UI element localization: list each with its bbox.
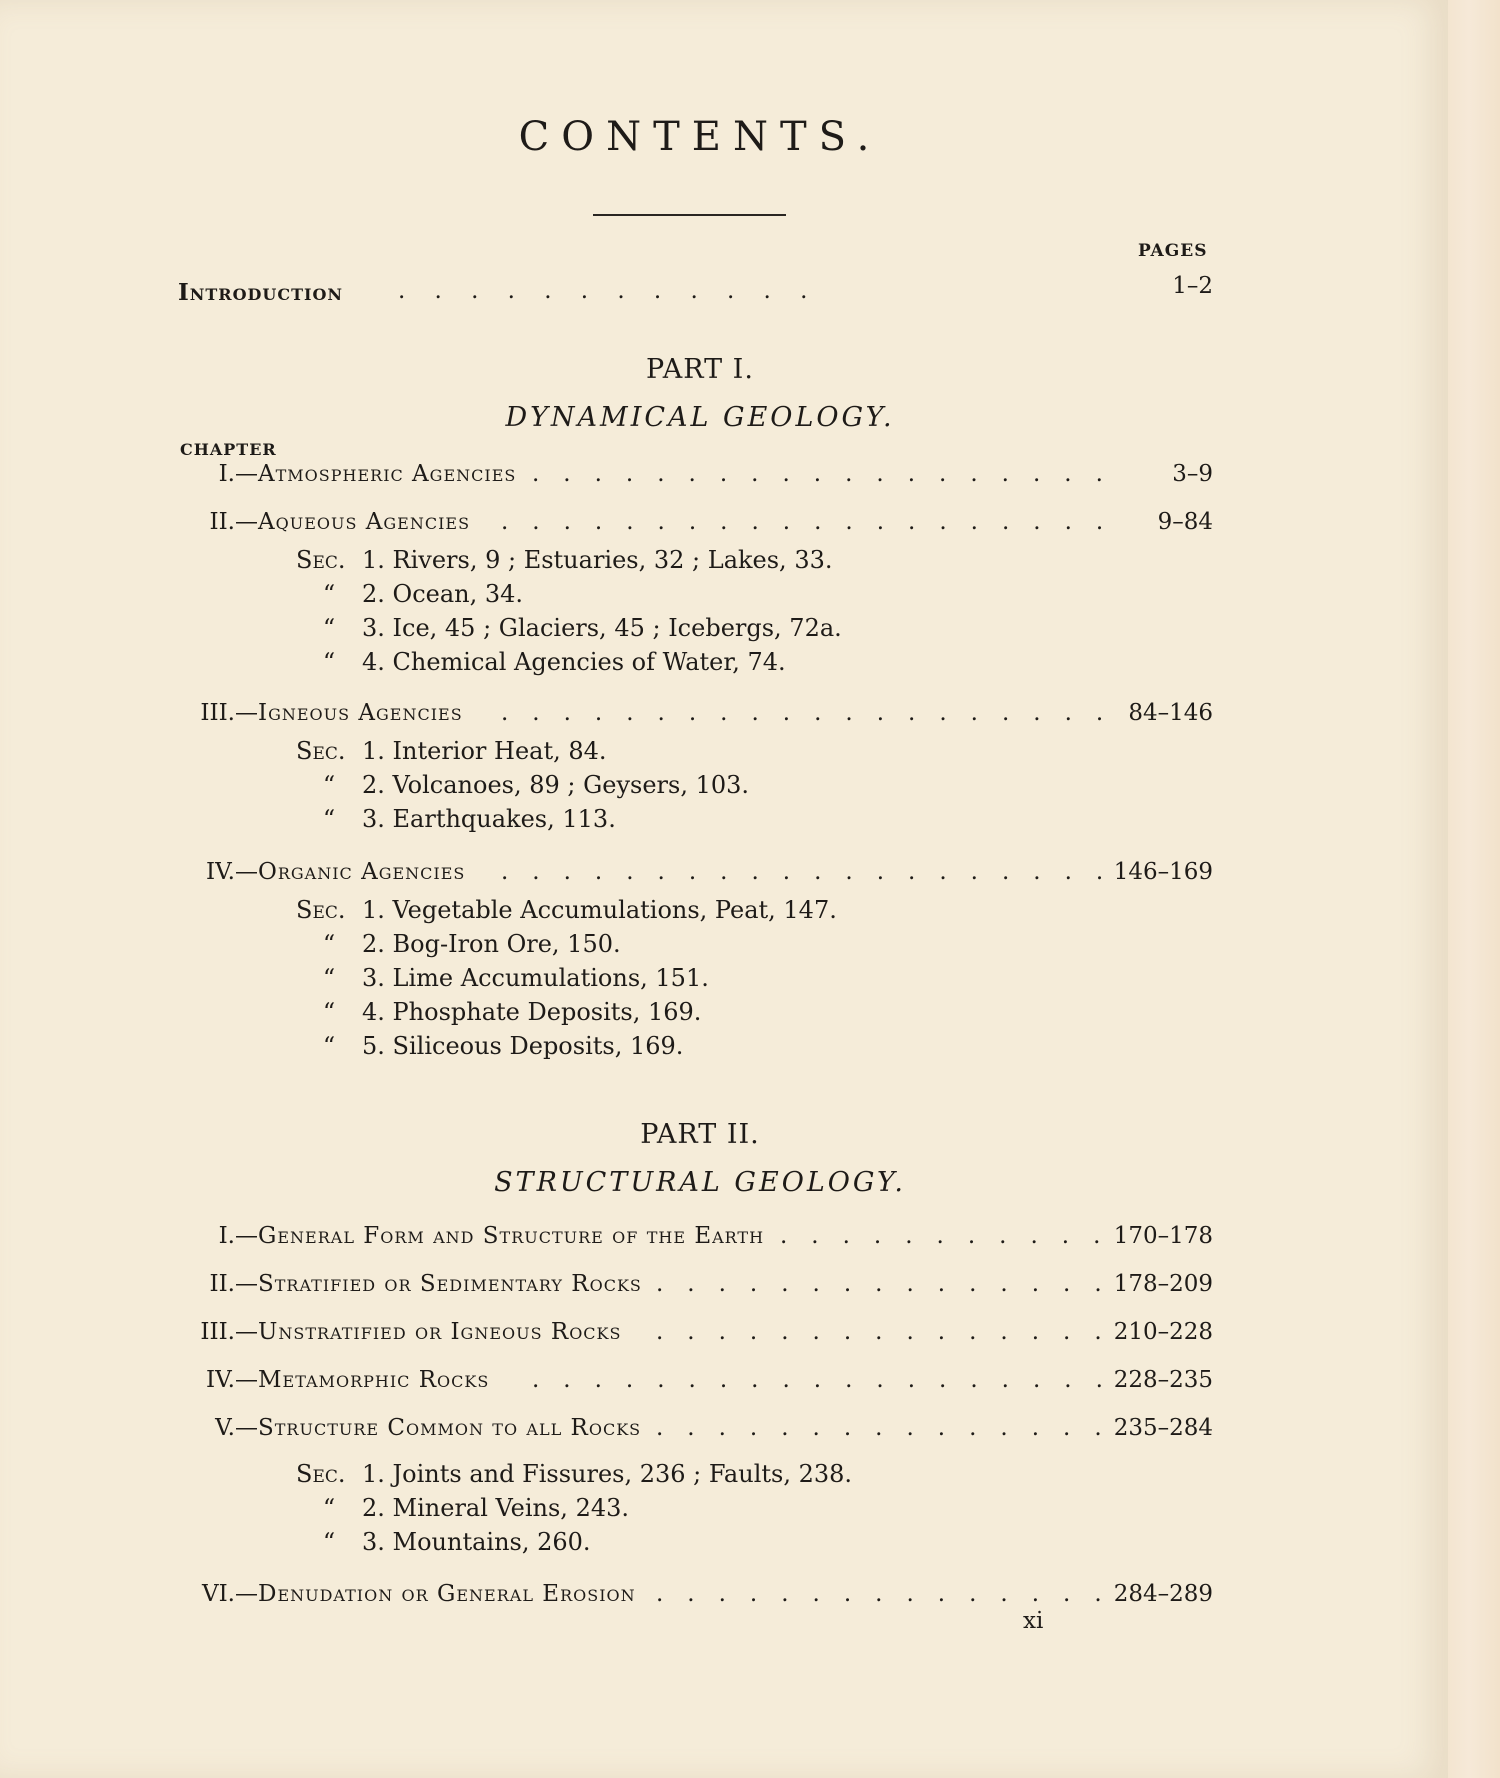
dot-leader: ............... (656, 1319, 1126, 1345)
part2-subtitle: STRUCTURAL GEOLOGY. (494, 1167, 906, 1198)
section-text: 3. Earthquakes, 113. (362, 805, 616, 833)
chapter-pages: 235–284 (1113, 1415, 1213, 1441)
chapter-pages: 284–289 (1113, 1581, 1213, 1607)
dot-leader: .................... (501, 859, 1128, 885)
chapter-column-label: CHAPTER (180, 440, 277, 459)
section-line (296, 580, 523, 608)
chapter-number: IV.— (206, 859, 258, 885)
chapter-number: V.— (215, 1415, 258, 1441)
dot-leader: .................... (501, 700, 1128, 726)
section-marker: “ (322, 771, 336, 799)
chapter-title: Organic Agencies (258, 859, 466, 885)
section-line (296, 546, 832, 574)
section-line (296, 896, 837, 924)
dot-leader: ........... (780, 1223, 1125, 1249)
section-line (296, 930, 621, 958)
dot-leader: ............... (656, 1415, 1126, 1441)
section-line (296, 737, 607, 765)
section-line (296, 614, 842, 642)
section-text: 2. Volcanoes, 89 ; Geysers, 103. (362, 771, 750, 799)
part2-heading: PART II. (640, 1119, 760, 1150)
dot-leader: ................... (532, 461, 1127, 487)
section-marker: “ (322, 805, 336, 833)
chapter-pages: 178–209 (1113, 1271, 1213, 1297)
section-marker: “ (322, 580, 336, 608)
section-marker: “ (322, 1494, 336, 1522)
chapter-title: General Form and Structure of the Earth (258, 1223, 765, 1249)
chapter-number: I.— (218, 461, 258, 487)
section-text: 4. Phosphate Deposits, 169. (362, 998, 702, 1026)
part1-heading: PART I. (646, 354, 754, 385)
section-line (296, 998, 701, 1026)
chapter-pages: 3–9 (1172, 461, 1213, 487)
section-text: 1. Vegetable Accumulations, Peat, 147. (362, 896, 837, 924)
section-marker: “ (322, 1032, 336, 1060)
section-line (296, 648, 786, 676)
chapter-number: VI.— (201, 1581, 258, 1607)
chapter-pages: 84–146 (1128, 700, 1213, 726)
chapter-title: Denudation or General Erosion (258, 1581, 636, 1607)
chapter-number: I.— (218, 1223, 258, 1249)
chapter-number: II.— (209, 509, 258, 535)
section-marker: “ (322, 648, 336, 676)
section-marker: Sec. (296, 896, 346, 924)
section-marker: “ (322, 1528, 336, 1556)
chapter-pages: 170–178 (1113, 1223, 1213, 1249)
introduction-label: Introduction (178, 279, 344, 306)
section-text: 3. Ice, 45 ; Glaciers, 45 ; Icebergs, 72a. (362, 614, 842, 642)
chapter-title: Igneous Agencies (258, 700, 463, 726)
section-text: 2. Ocean, 34. (362, 580, 524, 608)
pages-column-header: PAGES (1138, 241, 1208, 261)
section-text: 5. Siliceous Deposits, 169. (362, 1032, 684, 1060)
section-text: 2. Bog-Iron Ore, 150. (362, 930, 621, 958)
section-line (296, 771, 749, 799)
chapter-pages: 9–84 (1157, 509, 1213, 535)
introduction-leader: . . . . . . . . . . . . (398, 278, 808, 304)
chapter-title: Structure Common to all Rocks (258, 1415, 642, 1441)
section-text: 4. Chemical Agencies of Water, 74. (362, 648, 786, 676)
chapter-number: II.— (209, 1271, 258, 1297)
chapter-title: Aqueous Agencies (258, 509, 471, 535)
chapter-title: Stratified or Sedimentary Rocks (258, 1271, 642, 1297)
chapter-pages: 228–235 (1113, 1367, 1213, 1393)
dot-leader: ................... (532, 1367, 1127, 1393)
section-line (296, 1460, 852, 1488)
chapter-pages: 210–228 (1113, 1319, 1213, 1345)
section-text: 1. Joints and Fissures, 236 ; Faults, 238. (362, 1460, 853, 1488)
part1-subtitle: DYNAMICAL GEOLOGY. (505, 402, 895, 433)
chapter-title: Metamorphic Rocks (258, 1367, 490, 1393)
section-line (296, 1032, 683, 1060)
section-text: 1. Interior Heat, 84. (362, 737, 607, 765)
introduction-pages: 1–2 (1172, 273, 1213, 299)
page-edge (1448, 0, 1500, 1778)
chapter-number: IV.— (206, 1367, 258, 1393)
dot-leader: ............... (656, 1581, 1126, 1607)
section-text: 3. Mountains, 260. (362, 1528, 591, 1556)
section-marker: “ (322, 998, 336, 1026)
section-line (296, 1528, 591, 1556)
section-marker: Sec. (296, 546, 346, 574)
section-text: 2. Mineral Veins, 243. (362, 1494, 629, 1522)
section-line (296, 805, 616, 833)
chapter-number: III.— (200, 1319, 258, 1345)
section-marker: “ (322, 930, 336, 958)
chapter-title: Atmospheric Agencies (258, 461, 517, 487)
page-folio: xi (1023, 1608, 1044, 1634)
dot-leader: ............... (656, 1271, 1126, 1297)
title-rule (593, 214, 786, 216)
chapter-pages: 146–169 (1113, 859, 1213, 885)
section-text: 3. Lime Accumulations, 151. (362, 964, 709, 992)
section-line (296, 1494, 629, 1522)
chapter-number: III.— (200, 700, 258, 726)
section-marker: Sec. (296, 1460, 346, 1488)
section-marker: “ (322, 964, 336, 992)
section-text: 1. Rivers, 9 ; Estuaries, 32 ; Lakes, 33. (362, 546, 833, 574)
chapter-title: Unstratified or Igneous Rocks (258, 1319, 622, 1345)
section-marker: “ (322, 614, 336, 642)
dot-leader: .................... (501, 509, 1128, 535)
section-line (296, 964, 709, 992)
section-marker: Sec. (296, 737, 346, 765)
page-title: CONTENTS. (518, 114, 882, 160)
